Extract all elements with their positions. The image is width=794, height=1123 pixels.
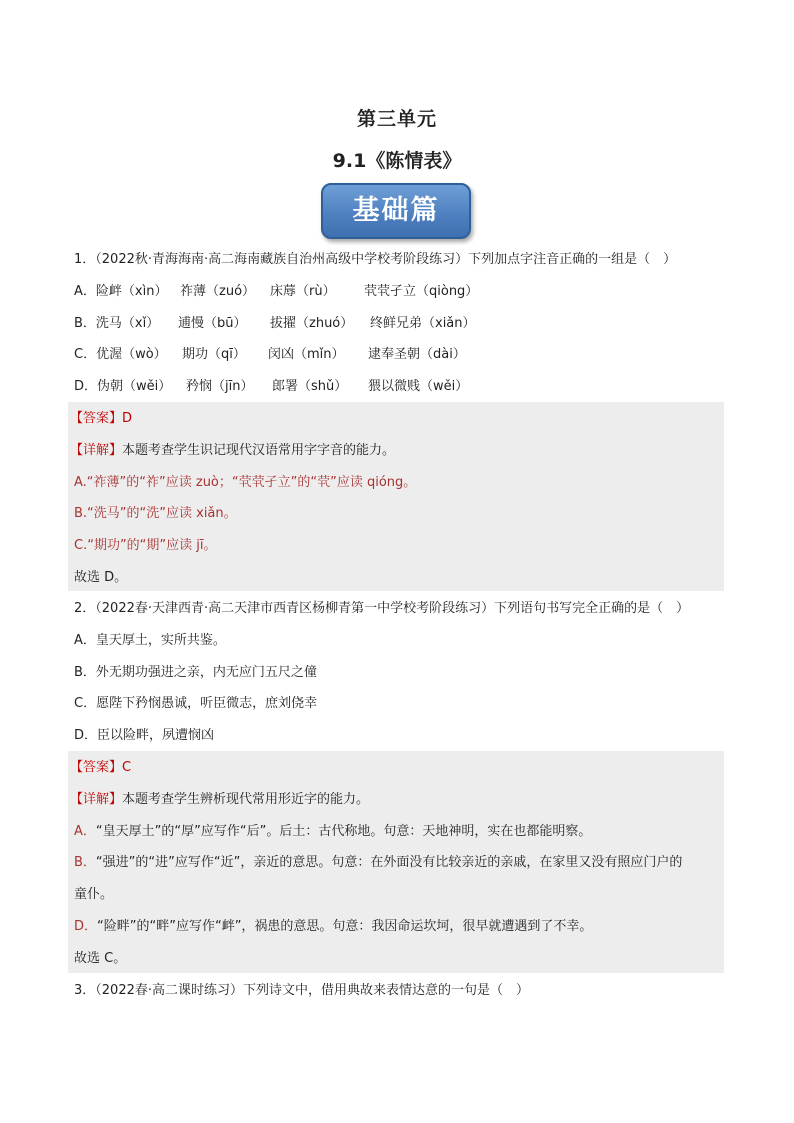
option-text: B．洗马（xǐ） (74, 316, 160, 331)
option-text: 郎署（shǔ） (272, 379, 348, 394)
explanation-2b: B．“强进”的“进”应写作“近”，亲近的意思。句意：在外面没有比较亲近的亲戚，在家里又没有照应门户的 (74, 855, 683, 870)
explanation-1b: B.“洗马”的“洗”应读 xiǎn。 (74, 506, 237, 521)
conclusion-1: 故选 D。 (74, 570, 128, 585)
option-text: 茕茕孑立（qiòng） (364, 284, 479, 299)
option-letter: A． (74, 824, 96, 839)
answer-label: 【答案】 (70, 411, 123, 426)
option-text: 逋慢（bū） (178, 316, 247, 331)
option-letter: B． (74, 855, 96, 870)
question-1-option-d (74, 377, 468, 397)
detail-label: 【详解】 (70, 792, 123, 807)
answer-1 (70, 409, 132, 429)
option-text: 矜悯（jīn） (186, 379, 254, 394)
question-2-option-a: A．皇天厚土，实所共鉴。 (74, 633, 226, 648)
option-text: 期功（qī） (182, 347, 246, 362)
option-text: 猥以微贱（wěi） (368, 379, 469, 394)
option-text: D．伪朝（wěi） (74, 379, 172, 394)
detail-1 (70, 441, 395, 461)
lesson-title: 9.1《陈情表》 (332, 150, 462, 172)
unit-title: 第三单元 (356, 108, 437, 130)
question-2-option-d: D．臣以险畔，夙遭悯凶 (74, 728, 215, 743)
detail-text: 本题考查学生识记现代汉语常用字字音的能力。 (122, 443, 396, 458)
answer-value: D (122, 411, 133, 426)
answer-2 (70, 758, 131, 778)
option-letter: D． (74, 919, 98, 934)
detail-text: 本题考查学生辨析现代常用形近字的能力。 (122, 792, 370, 807)
answer-block-1 (68, 402, 724, 591)
question-2-option-b: B．外无期功强进之亲，内无应门五尺之僮 (74, 665, 317, 680)
question-2-option-c: C．愿陛下矜悯愚诚，听臣微志，庶刘侥幸 (74, 696, 318, 711)
question-2-stem: 2．（2022春·天津西青·高二天津市西青区杨柳青第一中学校考阶段练习）下列语句书写完全正确的是（ ） (74, 601, 690, 616)
question-1-option-b (74, 314, 476, 334)
explanation-2d: D．“险畔”的“畔”应写作“衅”，祸患的意思。句意：我因命运坎坷，很早就遭遇到了不幸。 (74, 919, 593, 934)
question-1-option-c (74, 345, 466, 365)
explanation-1a: A.“祚薄”的“祚”应读 zuò；“茕茕孑立”的“茕”应读 qióng。 (74, 475, 417, 490)
answer-value: C (122, 760, 132, 775)
detail-label: 【详解】 (70, 443, 123, 458)
option-text: 拔擢（zhuó） (270, 316, 354, 331)
option-text: A．险衅（xìn） (74, 284, 168, 299)
question-1-option-a (74, 282, 478, 302)
option-text: 终鲜兄弟（xiǎn） (370, 316, 476, 331)
option-text: 闵凶（mǐn） (268, 347, 345, 362)
option-text: 床蓐（rù） (270, 284, 336, 299)
option-text: 祚薄（zuó） (180, 284, 256, 299)
detail-2 (70, 790, 369, 810)
explanation-1c: C.“期功”的“期”应读 jī。 (74, 538, 217, 553)
conclusion-2: 故选 C。 (74, 951, 127, 966)
answer-label: 【答案】 (70, 760, 123, 775)
section-badge: 基础篇 (321, 183, 471, 239)
option-text: C．优渥（wò） (74, 347, 167, 362)
explanation-2a: A．“皇天厚土”的“厚”应写作“后”。后土：古代称地。句意：天地神明，实在也都能明察。 (74, 824, 592, 839)
explanation-2b-cont: 童仆。 (74, 887, 114, 902)
question-3-stem: 3．（2022春·高二课时练习）下列诗文中，借用典故来表情达意的一句是（ ） (74, 983, 529, 998)
option-text: 逮奉圣朝（dài） (368, 347, 466, 362)
question-1-stem: 1．（2022秋·青海海南·高二海南藏族自治州高级中学校考阶段练习）下列加点字注音正确的一组是（ ） (74, 252, 677, 267)
